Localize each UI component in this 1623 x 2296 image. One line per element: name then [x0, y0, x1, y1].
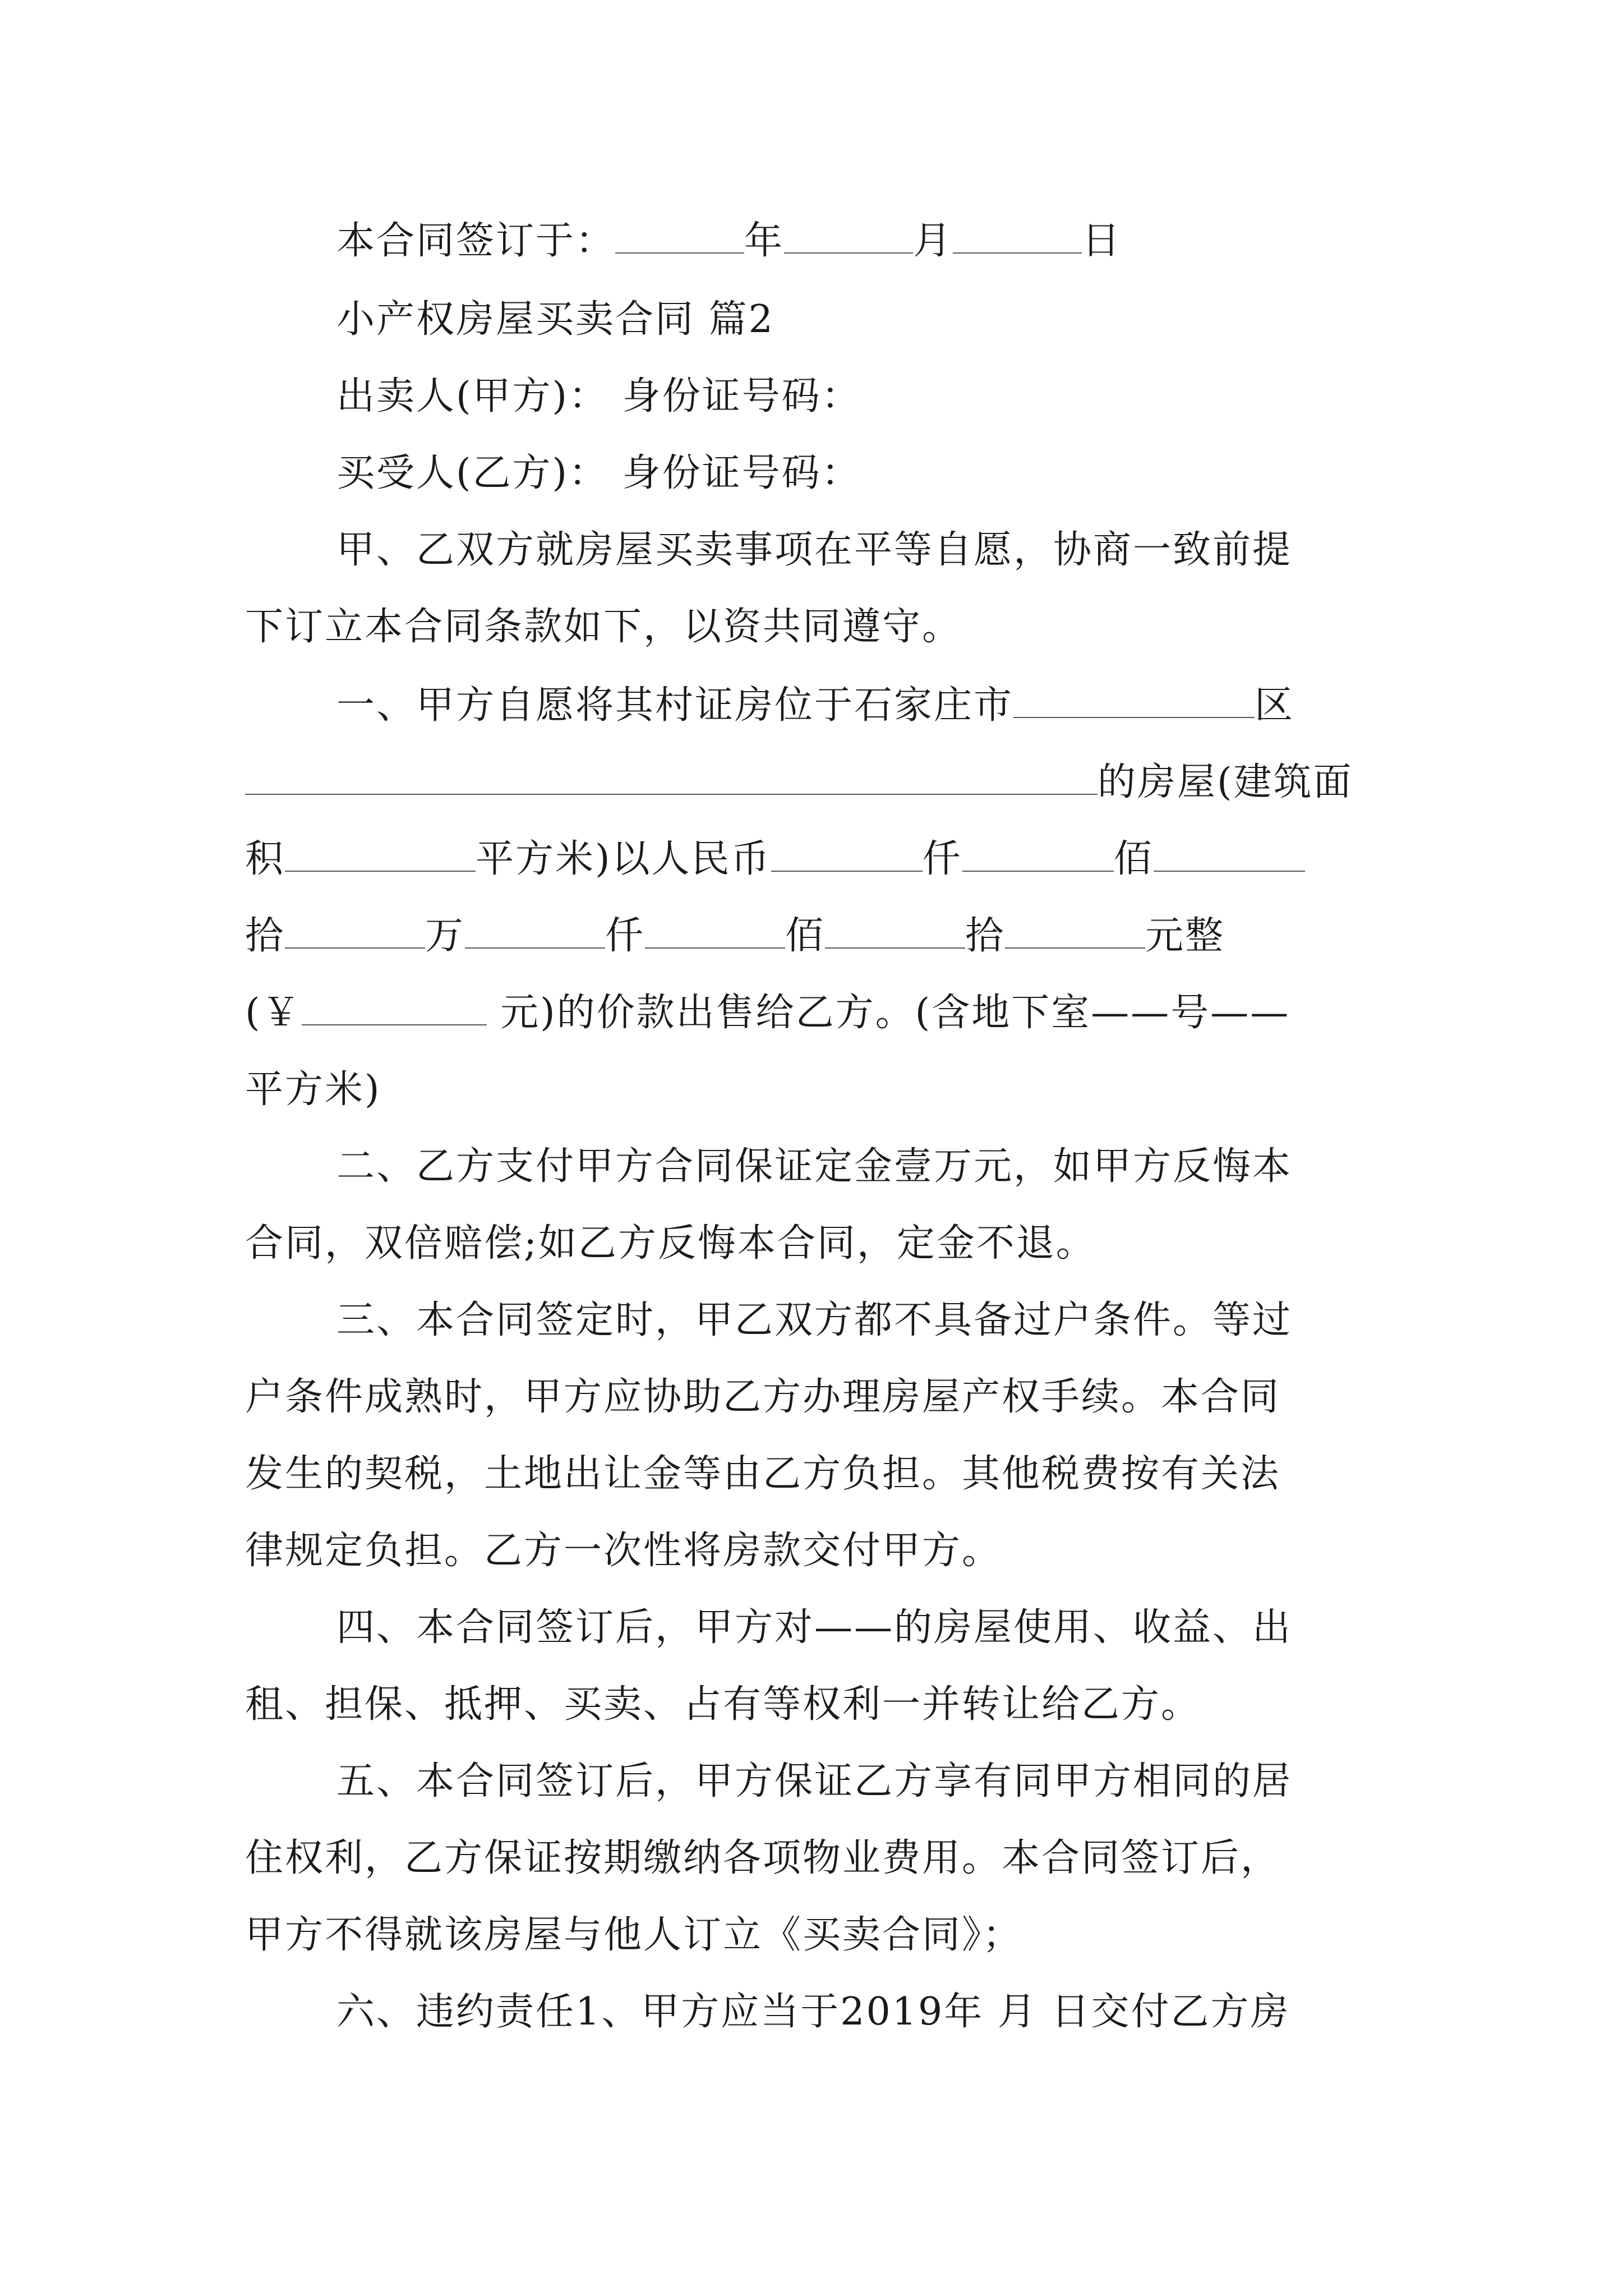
year-label: 年 — [744, 219, 785, 263]
shi2-label: 拾 — [965, 914, 1006, 958]
intro-line-1: 甲、乙双方就房屋买卖事项在平等自愿，协商一致前提 — [336, 528, 1293, 572]
yuan-zheng-label: 元整 — [1145, 914, 1225, 958]
clause3-line-2: 户条件成熟时，甲方应协助乙方办理房屋产权手续。本合同 — [245, 1375, 1281, 1419]
clause1-line-6: 平方米) — [245, 1068, 381, 1112]
clause1-line-1 — [336, 678, 1294, 734]
clause3-line-4: 律规定负担。乙方一次性将房款交付甲方。 — [245, 1529, 1002, 1573]
clause5-line-3: 甲方不得就该房屋与他人订立《买卖合同》； — [245, 1913, 1023, 1957]
month-blank — [784, 215, 913, 254]
clause4-line-1: 四、本合同签订后，甲方对——的房屋使用、收益、出 — [336, 1605, 1293, 1650]
contract-title: 小产权房屋买卖合同 篇2 — [336, 297, 774, 342]
shi2-blank — [825, 910, 965, 949]
clause5-line-2: 住权利，乙方保证按期缴纳各项物业费用。本合同签订后， — [245, 1836, 1281, 1880]
area-prefix: 积 — [245, 837, 285, 881]
seller-line: 出卖人(甲方)： 身份证号码： — [336, 374, 861, 418]
sign-date-prefix: 本合同签订于： — [336, 219, 616, 263]
district-blank — [1013, 680, 1255, 718]
bai-label: 佰 — [1113, 837, 1154, 881]
clause6-line-1: 六、违约责任1、甲方应当于2019年 月 日交付乙方房 — [336, 1990, 1290, 2034]
month-label: 月 — [913, 219, 953, 263]
day-label: 日 — [1082, 219, 1122, 263]
qian2-blank — [465, 910, 605, 949]
bai2-blank — [645, 910, 785, 949]
clause1-house-text: 的房屋(建筑面 — [1098, 760, 1353, 804]
clause1-line-4 — [245, 908, 1225, 964]
qian-label: 仟 — [922, 837, 962, 881]
wan-blank — [285, 910, 425, 949]
address-blank — [245, 757, 1098, 795]
area-blank — [285, 834, 476, 872]
bai-blank — [962, 834, 1114, 872]
clause3-line-1: 三、本合同签定时，甲乙双方都不具备过户条件。等过 — [336, 1298, 1293, 1342]
wan-label: 万 — [425, 914, 465, 958]
yen-prefix: (￥ — [245, 991, 302, 1035]
sign-date-line — [336, 213, 1122, 269]
clause2-line-2: 合同，双倍赔偿;如乙方反悔本合同，定金不退。 — [245, 1221, 1096, 1266]
qian-blank — [771, 834, 923, 872]
yen-amount-blank — [302, 987, 487, 1025]
clause1-line-5 — [245, 985, 1290, 1041]
clause1-line-3 — [245, 831, 1305, 887]
day-blank — [953, 215, 1082, 254]
shi-blank — [1154, 834, 1305, 872]
price-sale-text: 元)的价款出售给乙方。(含地下室——号—— — [486, 991, 1290, 1035]
clause1-line-2 — [245, 754, 1353, 811]
clause3-line-3: 发生的契税，土地出让金等由乙方负担。其他税费按有关法 — [245, 1452, 1281, 1496]
qian2-label: 仟 — [605, 914, 645, 958]
area-unit-text: 平方米)以人民币 — [476, 837, 771, 881]
shi-label: 拾 — [245, 914, 285, 958]
year-blank — [615, 215, 744, 254]
clause4-line-2: 租、担保、抵押、买卖、占有等权利一并转让给乙方。 — [245, 1682, 1201, 1727]
clause2-line-1: 二、乙方支付甲方合同保证定金壹万元，如甲方反悔本 — [336, 1144, 1293, 1189]
district-label: 区 — [1255, 683, 1295, 728]
yuan-blank — [1005, 910, 1145, 949]
clause1-text: 一、甲方自愿将其村证房位于石家庄市 — [336, 683, 1014, 728]
intro-line-2: 下订立本合同条款如下，以资共同遵守。 — [245, 605, 962, 649]
bai2-label: 佰 — [785, 914, 826, 958]
buyer-line: 买受人(乙方)： 身份证号码： — [336, 451, 861, 495]
clause5-line-1: 五、本合同签订后，甲方保证乙方享有同甲方相同的居 — [336, 1759, 1293, 1803]
